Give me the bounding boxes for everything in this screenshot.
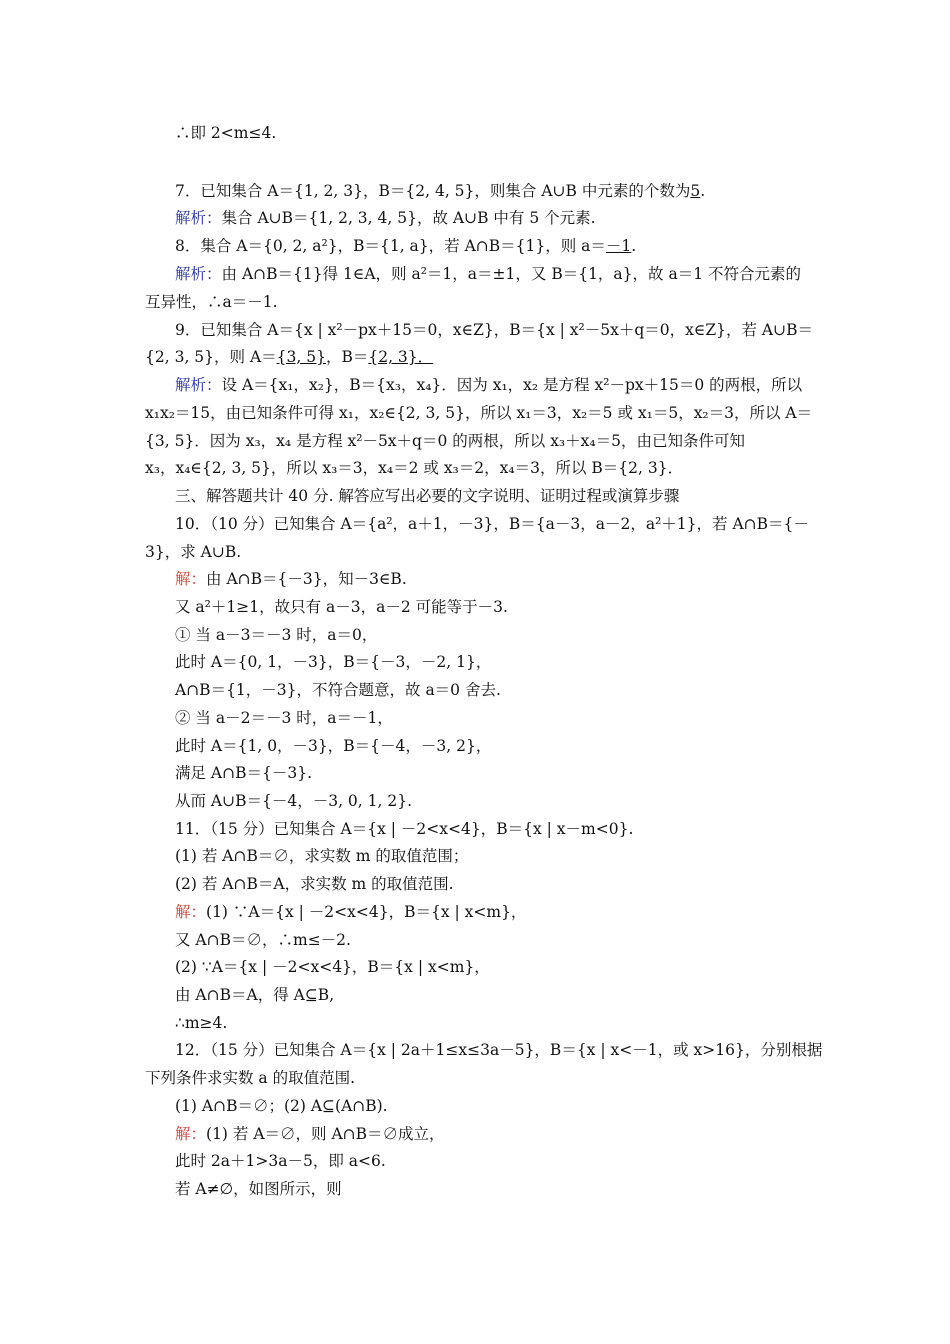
text-run: 此时 2a＋1>3a－5，即 a<6. xyxy=(175,1152,386,1170)
text-run: 此时 A＝{1, 0，－3}，B＝{－4，－3, 2}， xyxy=(175,737,492,755)
text-run: 由 A∩B＝{－3}，知－3∈B. xyxy=(206,570,407,588)
analysis-8 xyxy=(175,264,840,284)
text-run: 互异性，∴a＝－1. xyxy=(145,293,278,311)
text-run: ∴即 2<m≤4. xyxy=(175,124,277,142)
text-run: x₁x₂＝15，由已知条件可得 x₁，x₂∈{2, 3, 5}，所以 x₁＝3，x₂＝5 或 x₁＝5，x₂＝3，所以 A＝ xyxy=(145,404,813,422)
text-line xyxy=(175,930,840,950)
solution-12 xyxy=(175,1124,840,1144)
text-line xyxy=(175,736,840,756)
solution-label: 解： xyxy=(175,570,207,588)
text-run: 满足 A∩B＝{－3}. xyxy=(175,764,313,782)
text-run: 下列条件求实数 a 的取值范围. xyxy=(145,1069,356,1087)
text-line xyxy=(175,1179,840,1199)
text-run: 三、解答题共计 40 分. 解答应写出必要的文字说明、证明过程或演算步骤 xyxy=(175,487,680,505)
text-run: (1) ∵A＝{x | －2<x<4}，B＝{x | x<m}， xyxy=(206,903,527,921)
answer-blank: {3, 5} xyxy=(276,348,326,366)
text-run: ，B＝ xyxy=(325,348,369,366)
text-run: 设 A＝{x₁，x₂}，B＝{x₃，x₄}．因为 x₁，x₂ 是方程 x²－px＋15＝0 的两根，所以 xyxy=(221,376,803,394)
text-line xyxy=(145,292,810,312)
text-line xyxy=(175,791,840,811)
text-run: 10．（10 分）已知集合 A＝{a²，a＋1，－3}，B＝{a－3，a－2，a²＋1}，若 A∩B＝{－ xyxy=(175,515,809,533)
analysis-label: 解析： xyxy=(175,265,222,283)
text-run: (2) 若 A∩B＝A，求实数 m 的取值范围. xyxy=(175,875,454,893)
text-run: 8．集合 A＝{0, 2, a²}，B＝{1, a}，若 A∩B＝{1}，则 a＝ xyxy=(175,237,606,255)
question-7 xyxy=(175,181,840,201)
solution-11 xyxy=(175,902,840,922)
text-run: ① 当 a－3＝－3 时，a＝0， xyxy=(175,626,378,644)
text-run: 又 A∩B＝∅，∴m≤－2. xyxy=(175,931,351,949)
solution-label: 解： xyxy=(175,1125,207,1143)
question-11 xyxy=(175,819,840,839)
text-line xyxy=(175,957,840,977)
text-line xyxy=(175,708,840,728)
text-line xyxy=(145,1068,810,1088)
text-line xyxy=(175,846,840,866)
text-line xyxy=(175,625,840,645)
text-line xyxy=(175,985,840,1005)
text-run: . xyxy=(700,182,706,200)
text-line xyxy=(175,874,840,894)
text-line xyxy=(175,123,840,143)
analysis-9 xyxy=(175,375,840,395)
text-run: 又 a²＋1≥1，故只有 a－3，a－2 可能等于－3. xyxy=(175,598,508,616)
text-run: 由 A∩B＝{1}得 1∈A，则 a²＝1，a＝±1，又 B＝{1，a}，故 a＝1 不符合元素的 xyxy=(221,265,801,283)
solution-10 xyxy=(175,569,840,589)
text-run: . xyxy=(631,237,637,255)
text-line xyxy=(175,1013,840,1033)
text-run: 从而 A∪B＝{－4，－3, 0, 1, 2}. xyxy=(175,792,413,810)
analysis-label: 解析： xyxy=(175,209,222,227)
text-run: A∩B＝{1，－3}，不符合题意，故 a＝0 舍去. xyxy=(175,681,501,699)
text-run: {2, 3, 5}，则 A＝ xyxy=(145,348,277,366)
question-9 xyxy=(175,320,840,340)
text-line xyxy=(175,680,840,700)
analysis-7 xyxy=(175,208,840,228)
text-run: (2) ∵A＝{x | －2<x<4}，B＝{x | x<m}， xyxy=(175,958,490,976)
text-run: ② 当 a－2＝－3 时，a＝－1， xyxy=(175,709,393,727)
solution-label: 解： xyxy=(175,903,207,921)
analysis-label: 解析： xyxy=(175,376,222,394)
text-line xyxy=(175,1096,840,1116)
text-run: ∴m≥4. xyxy=(175,1014,228,1032)
text-run: 11．（15 分）已知集合 A＝{x | －2<x<4}，B＝{x | x－m<0}. xyxy=(175,820,634,838)
text-line xyxy=(145,347,810,367)
text-run: 3}，求 A∪B. xyxy=(145,543,242,561)
text-line xyxy=(145,542,810,562)
answer-blank: －1 xyxy=(605,237,632,255)
text-run: x₃，x₄∈{2, 3, 5}，所以 x₃＝3，x₄＝2 或 x₃＝2，x₄＝3，所以 B＝{2, 3}． xyxy=(145,459,684,477)
text-run: (1) 若 A＝∅，则 A∩B＝∅成立， xyxy=(206,1125,445,1143)
text-run: 由 A∩B＝A，得 A⊆B, xyxy=(175,986,335,1004)
text-run: 集合 A∪B＝{1, 2, 3, 4, 5}，故 A∪B 中有 5 个元素. xyxy=(221,209,596,227)
text-line xyxy=(175,763,840,783)
text-line xyxy=(175,1151,840,1171)
question-10 xyxy=(175,514,840,534)
text-run: (1) 若 A∩B＝∅，求实数 m 的取值范围； xyxy=(175,847,469,865)
text-line xyxy=(145,458,810,478)
answer-blank: 5 xyxy=(690,182,701,200)
text-run: 9．已知集合 A＝{x | x²－px＋15＝0，x∈Z}，B＝{x | x²－5x＋q＝0，x∈Z}，若 A∪B＝ xyxy=(175,321,813,339)
question-12 xyxy=(175,1040,840,1060)
text-line xyxy=(145,403,813,423)
text-run: 12．（15 分）已知集合 A＝{x | 2a＋1≤x≤3a－5}，B＝{x | x<－1，或 x>16}，分别根据 xyxy=(175,1041,823,1059)
section-heading xyxy=(175,486,840,506)
text-line xyxy=(175,597,840,617)
text-run: 此时 A＝{0, 1，－3}，B＝{－3，－2, 1}， xyxy=(175,653,492,671)
text-run: {3, 5}．因为 x₃，x₄ 是方程 x²－5x＋q＝0 的两根，所以 x₃＋x₄＝5，由已知条件可知 xyxy=(145,432,745,450)
answer-blank: {2, 3}． xyxy=(368,348,434,366)
text-run: 若 A≠∅，如图所示，则 xyxy=(175,1180,342,1198)
text-line xyxy=(175,652,840,672)
text-line xyxy=(145,431,810,451)
text-run: 7．已知集合 A＝{1, 2, 3}，B＝{2, 4, 5}，则集合 A∪B 中元素的个数为 xyxy=(175,182,691,200)
text-run: (1) A∩B＝∅；(2) A⊆(A∩B). xyxy=(175,1097,388,1115)
question-8 xyxy=(175,236,840,256)
